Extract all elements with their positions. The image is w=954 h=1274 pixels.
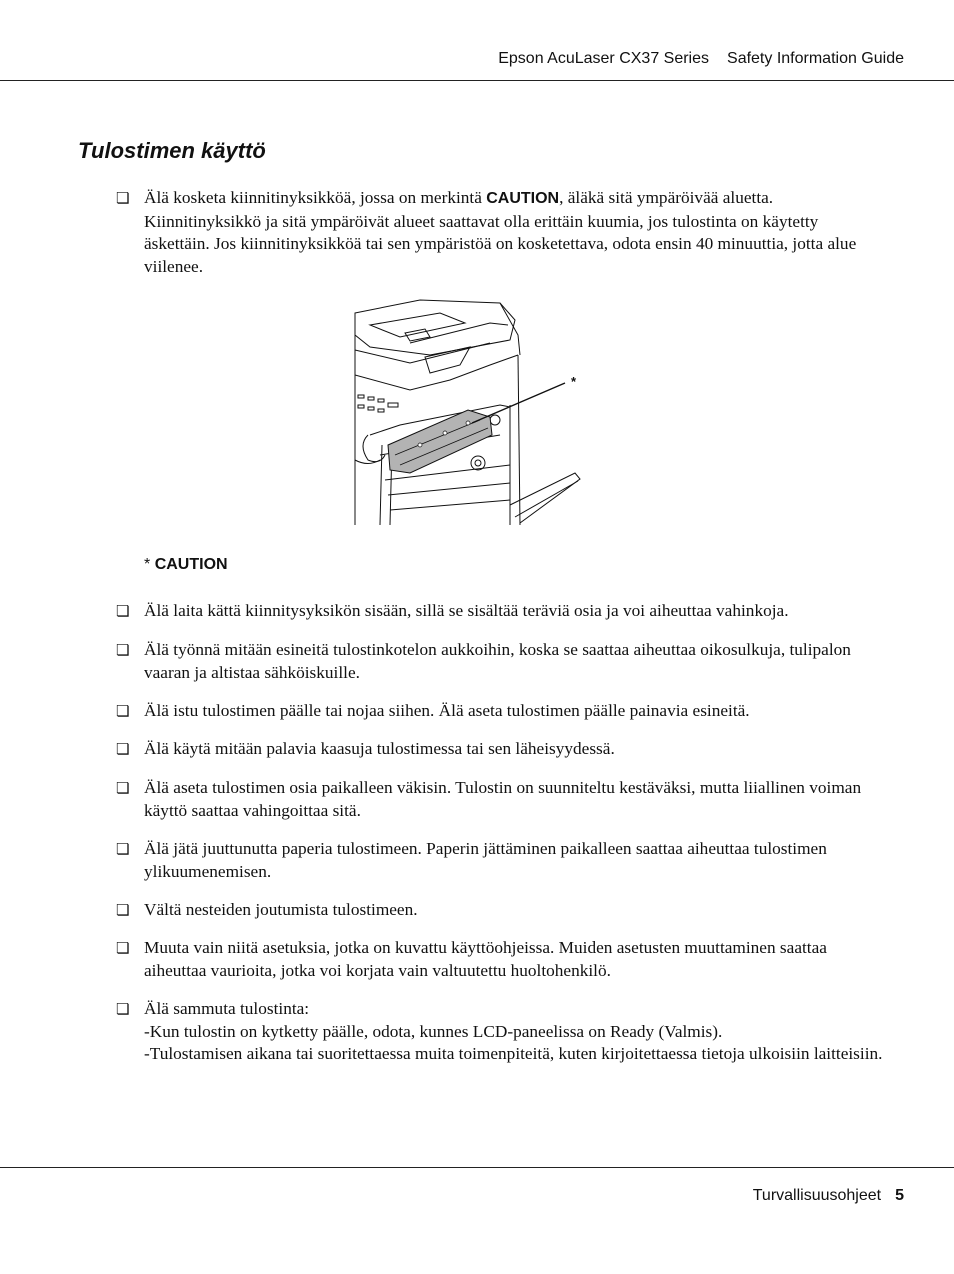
list-item-text: Älä istu tulostimen päälle tai nojaa siihen. Älä aseta tulostimen päälle painavia esineitä. (144, 701, 750, 720)
header-product: Epson AcuLaser CX37 Series (498, 50, 710, 67)
checkbox-bullet-icon: ❏ (116, 1000, 130, 1018)
list-item-text: Älä jätä juuttunutta paperia tulostimeen. Paperin jättäminen paikalleen saattaa aiheuttaa tulostimen ylikuumenemisen. (144, 839, 827, 881)
header-rule (0, 80, 954, 81)
checkbox-bullet-icon: ❏ (116, 740, 130, 758)
list-item-text: Älä sammuta tulostinta: -Kun tulostin on kytketty päälle, odota, kunnes LCD-paneelissa on Ready (Valmis). -Tulostamisen aikana tai suoritettaessa muita toimenpiteitä, kuten kirjoitettaessa tietoja ulkoisiin laitteisiin. (144, 999, 883, 1063)
list-item (116, 639, 886, 684)
list-item (116, 700, 886, 723)
page-header (498, 50, 904, 68)
list-item (116, 937, 886, 982)
caution-note-label: CAUTION (154, 556, 228, 573)
checkbox-bullet-icon: ❏ (116, 840, 130, 858)
checkbox-bullet-icon: ❏ (116, 779, 130, 797)
list-item-text: Älä käytä mitään palavia kaasuja tulostimessa tai sen läheisyydessä. (144, 739, 615, 758)
list-item (116, 899, 886, 922)
list-item-text: Vältä nesteiden joutumista tulostimeen. (144, 900, 418, 919)
list-item (116, 838, 886, 883)
section-title: Tulostimen käyttö (78, 138, 266, 163)
checkbox-bullet-icon: ❏ (116, 901, 130, 919)
list-item-text: Älä työnnä mitään esineitä tulostinkotelon aukkoihin, koska se saattaa aiheuttaa oikosulkuja, tulipalon vaaran ja altistaa sähköiskuille. (144, 640, 851, 682)
list-item-text: Muuta vain niitä asetuksia, jotka on kuvattu käyttöohjeissa. Muiden asetusten muuttaminen saattaa aiheuttaa vaurioita, jotka voi korjata vain valtuutettu huoltohenkilö. (144, 938, 827, 980)
caution-asterisk: * (144, 556, 151, 573)
footer-section-title: Turvallisuusohjeet (752, 1187, 882, 1204)
list-item-text: Älä aseta tulostimen osia paikalleen väkisin. Tulostin on suunniteltu kestäväksi, mutta liiallinen voiman käyttö saattaa vahingoittaa sitä. (144, 778, 862, 820)
footer-rule (0, 1167, 954, 1168)
list-item (116, 600, 886, 623)
list-item (116, 187, 886, 278)
header-guide-title: Safety Information Guide (727, 50, 904, 67)
callout-marker: * (571, 374, 577, 389)
list-item (116, 998, 886, 1066)
caution-note (144, 556, 228, 574)
list-item-text: Älä kosketa kiinnitinyksikköä, jossa on merkintä CAUTION, äläkä sitä ympäröivää aluetta. Kiinnitinyksikkö ja sitä ympäröivät alueet saattavat olla erittäin kuumia, jos tulostinta on käytetty äskettäin. Jos kiinnitinyksikköä tai sen ympäristöä on kosketettava, odota ensin 40 minuuttia, jotta alue viilenee. (144, 188, 857, 276)
checkbox-bullet-icon: ❏ (116, 602, 130, 620)
list-item (116, 738, 886, 761)
checkbox-bullet-icon: ❏ (116, 189, 130, 207)
page-number: 5 (895, 1187, 904, 1204)
page-footer (753, 1187, 904, 1205)
caution-label: CAUTION (486, 190, 560, 207)
checkbox-bullet-icon: ❏ (116, 641, 130, 659)
checkbox-bullet-icon: ❏ (116, 939, 130, 957)
list-item-text: Älä laita kättä kiinnitysyksikön sisään, sillä se sisältää teräviä osia ja voi aiheuttaa vahinkoja. (144, 601, 789, 620)
list-item (116, 777, 886, 822)
printer-fuser-illustration (350, 295, 585, 525)
checkbox-bullet-icon: ❏ (116, 702, 130, 720)
